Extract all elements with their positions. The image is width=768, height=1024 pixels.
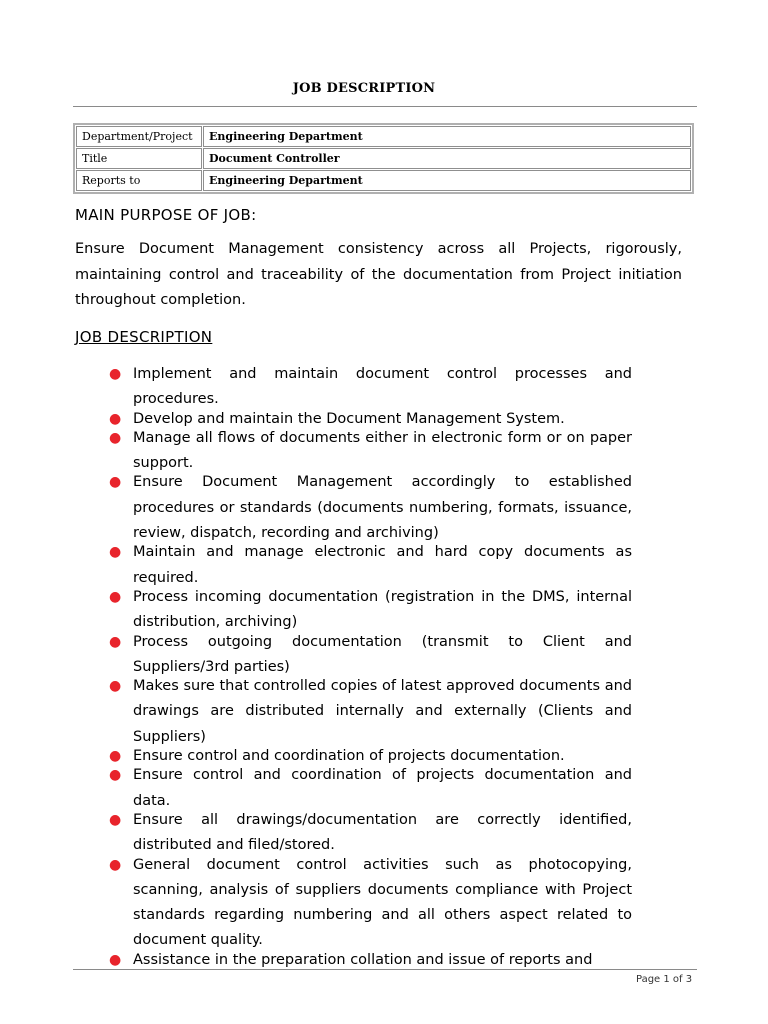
list-item-text: Process incoming documentation (registration in the DMS, internal distribution, archiving) xyxy=(133,588,632,631)
document-title: JOB DESCRIPTION xyxy=(292,81,436,96)
list-item xyxy=(109,585,632,636)
bullet-icon: ● xyxy=(109,748,122,765)
list-item xyxy=(109,362,632,413)
bullet-icon: ● xyxy=(109,811,122,828)
list-item-text: Maintain and manage electronic and hard copy documents as required. xyxy=(133,544,632,586)
page-number: Page 1 of 3 xyxy=(636,974,693,985)
bullet-icon: ● xyxy=(109,474,122,491)
list-item-text: Ensure control and coordination of projects documentation and data. xyxy=(133,767,632,809)
list-item-text: Process outgoing documentation (transmit to Client and Suppliers/3rd parties) xyxy=(133,633,632,675)
bullet-icon: ● xyxy=(109,951,122,968)
bullet-icon: ● xyxy=(109,588,122,605)
list-item xyxy=(109,540,632,591)
list-item xyxy=(109,763,632,814)
job-description-heading: JOB DESCRIPTION xyxy=(75,328,213,346)
header-divider xyxy=(73,106,697,107)
list-item-text: Develop and maintain the Document Management System. xyxy=(133,410,565,427)
main-purpose-heading: MAIN PURPOSE OF JOB: xyxy=(75,206,257,224)
duties-list xyxy=(109,362,632,968)
list-item-text: General document control activities such as photocopying, scanning, analysis of suppliers documents compliance with Project standards regarding numbering and all others aspect related to document quality. xyxy=(133,856,632,949)
bullet-icon: ● xyxy=(109,633,122,650)
list-item-text: Makes sure that controlled copies of latest approved documents and drawings are distributed internally and externally (Clients and Suppliers) xyxy=(133,678,632,745)
bullet-icon: ● xyxy=(109,678,122,695)
bullet-icon: ● xyxy=(109,429,122,446)
list-item-text: Implement and maintain document control processes and procedures. xyxy=(133,366,632,408)
bullet-icon: ● xyxy=(109,366,122,382)
table-label-reports-to: Reports to xyxy=(76,170,202,191)
list-item-text: Ensure all drawings/documentation are correctly identified, distributed and filed/stored. xyxy=(133,811,632,854)
footer-divider xyxy=(73,969,697,970)
list-item xyxy=(109,630,632,681)
list-item-text: Ensure control and coordination of projects documentation. xyxy=(133,748,565,765)
list-item-text: Assistance in the preparation collation and issue of reports and xyxy=(133,951,593,968)
table-value-title: Document Controller xyxy=(203,148,691,169)
list-item xyxy=(109,674,632,750)
table-value-department: Engineering Department xyxy=(203,126,691,147)
table-row xyxy=(76,126,691,147)
list-item xyxy=(109,808,632,859)
main-purpose-text: Ensure Document Management consistency across all Projects, rigorously, maintaining control and traceability of the documentation from Project initiation throughout completion. xyxy=(75,241,682,308)
table-value-reports-to: Engineering Department xyxy=(203,170,691,191)
list-item xyxy=(109,470,632,546)
list-item-text: Manage all flows of documents either in electronic form or on paper support. xyxy=(133,429,632,472)
table-row xyxy=(76,148,691,169)
list-item xyxy=(109,853,632,954)
bullet-icon: ● xyxy=(109,410,122,427)
table-label-title: Title xyxy=(76,148,202,169)
list-item-text: Ensure Document Management accordingly to established procedures or standards (documents numbering, formats, issuance, review, dispatch, recording and archiving) xyxy=(133,474,632,542)
bullet-icon: ● xyxy=(109,856,122,873)
table-row xyxy=(76,170,691,191)
list-item xyxy=(109,426,632,477)
info-table xyxy=(73,123,694,194)
table-label-department: Department/Project xyxy=(76,126,202,147)
bullet-icon: ● xyxy=(109,544,122,561)
bullet-icon: ● xyxy=(109,767,122,784)
